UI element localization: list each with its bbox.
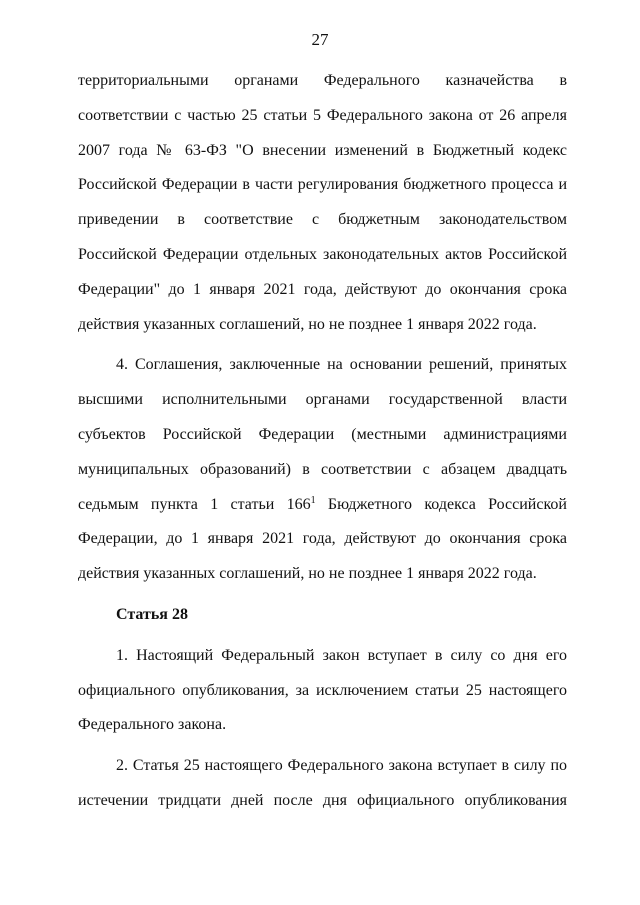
paragraph-item-4-text-rest: Бюджетного кодекса Российской Федерации, до 1 января 2021 года, действуют до окончания срока действия указанных соглашений, но не позднее 1 января 2022 года.	[78, 495, 567, 583]
page-number: 27	[311, 30, 329, 49]
article-paragraph-1: 1. Настоящий Федеральный закон вступает в силу со дня его официального опубликования, за исключением статьи 25 настоящего Федерального закона.	[78, 646, 567, 734]
article-paragraph-2: 2. Статья 25 настоящего Федерального закона вступает в силу по истечении тридцати дней после дня официального опубликования	[78, 757, 567, 809]
paragraph-continuation: территориальными органами Федерального казначейства в соответствии с частью 25 статьи 5 Федерального закона от 26 апреля 2007 года № 63-ФЗ "О внесении изменений в Бюджетный кодекс Российской Федерации в части регулирования бюджетного процесса и приведении в соответствие с бюджетным законодательством Российской Федерации отдельных законодательных актов Российской Федерации" до 1 января 2021 года, действуют до окончания срока действия указанных соглашений, но не позднее 1 января 2022 года.	[78, 72, 567, 333]
paragraph-item-4	[78, 348, 567, 592]
article-heading: Статья 28	[116, 605, 188, 623]
superscript-footnote: 1	[310, 494, 316, 506]
paragraph-item-4-text: 4. Соглашения, заключенные на основании решений, принятых высшими исполнительными органами государственной власти субъектов Российской Федерации (местными администрациями муниципальных образований) в соответствии с абзацем двадцать седьмым пункта 1 статьи 166	[78, 356, 567, 513]
document-body	[78, 64, 567, 819]
